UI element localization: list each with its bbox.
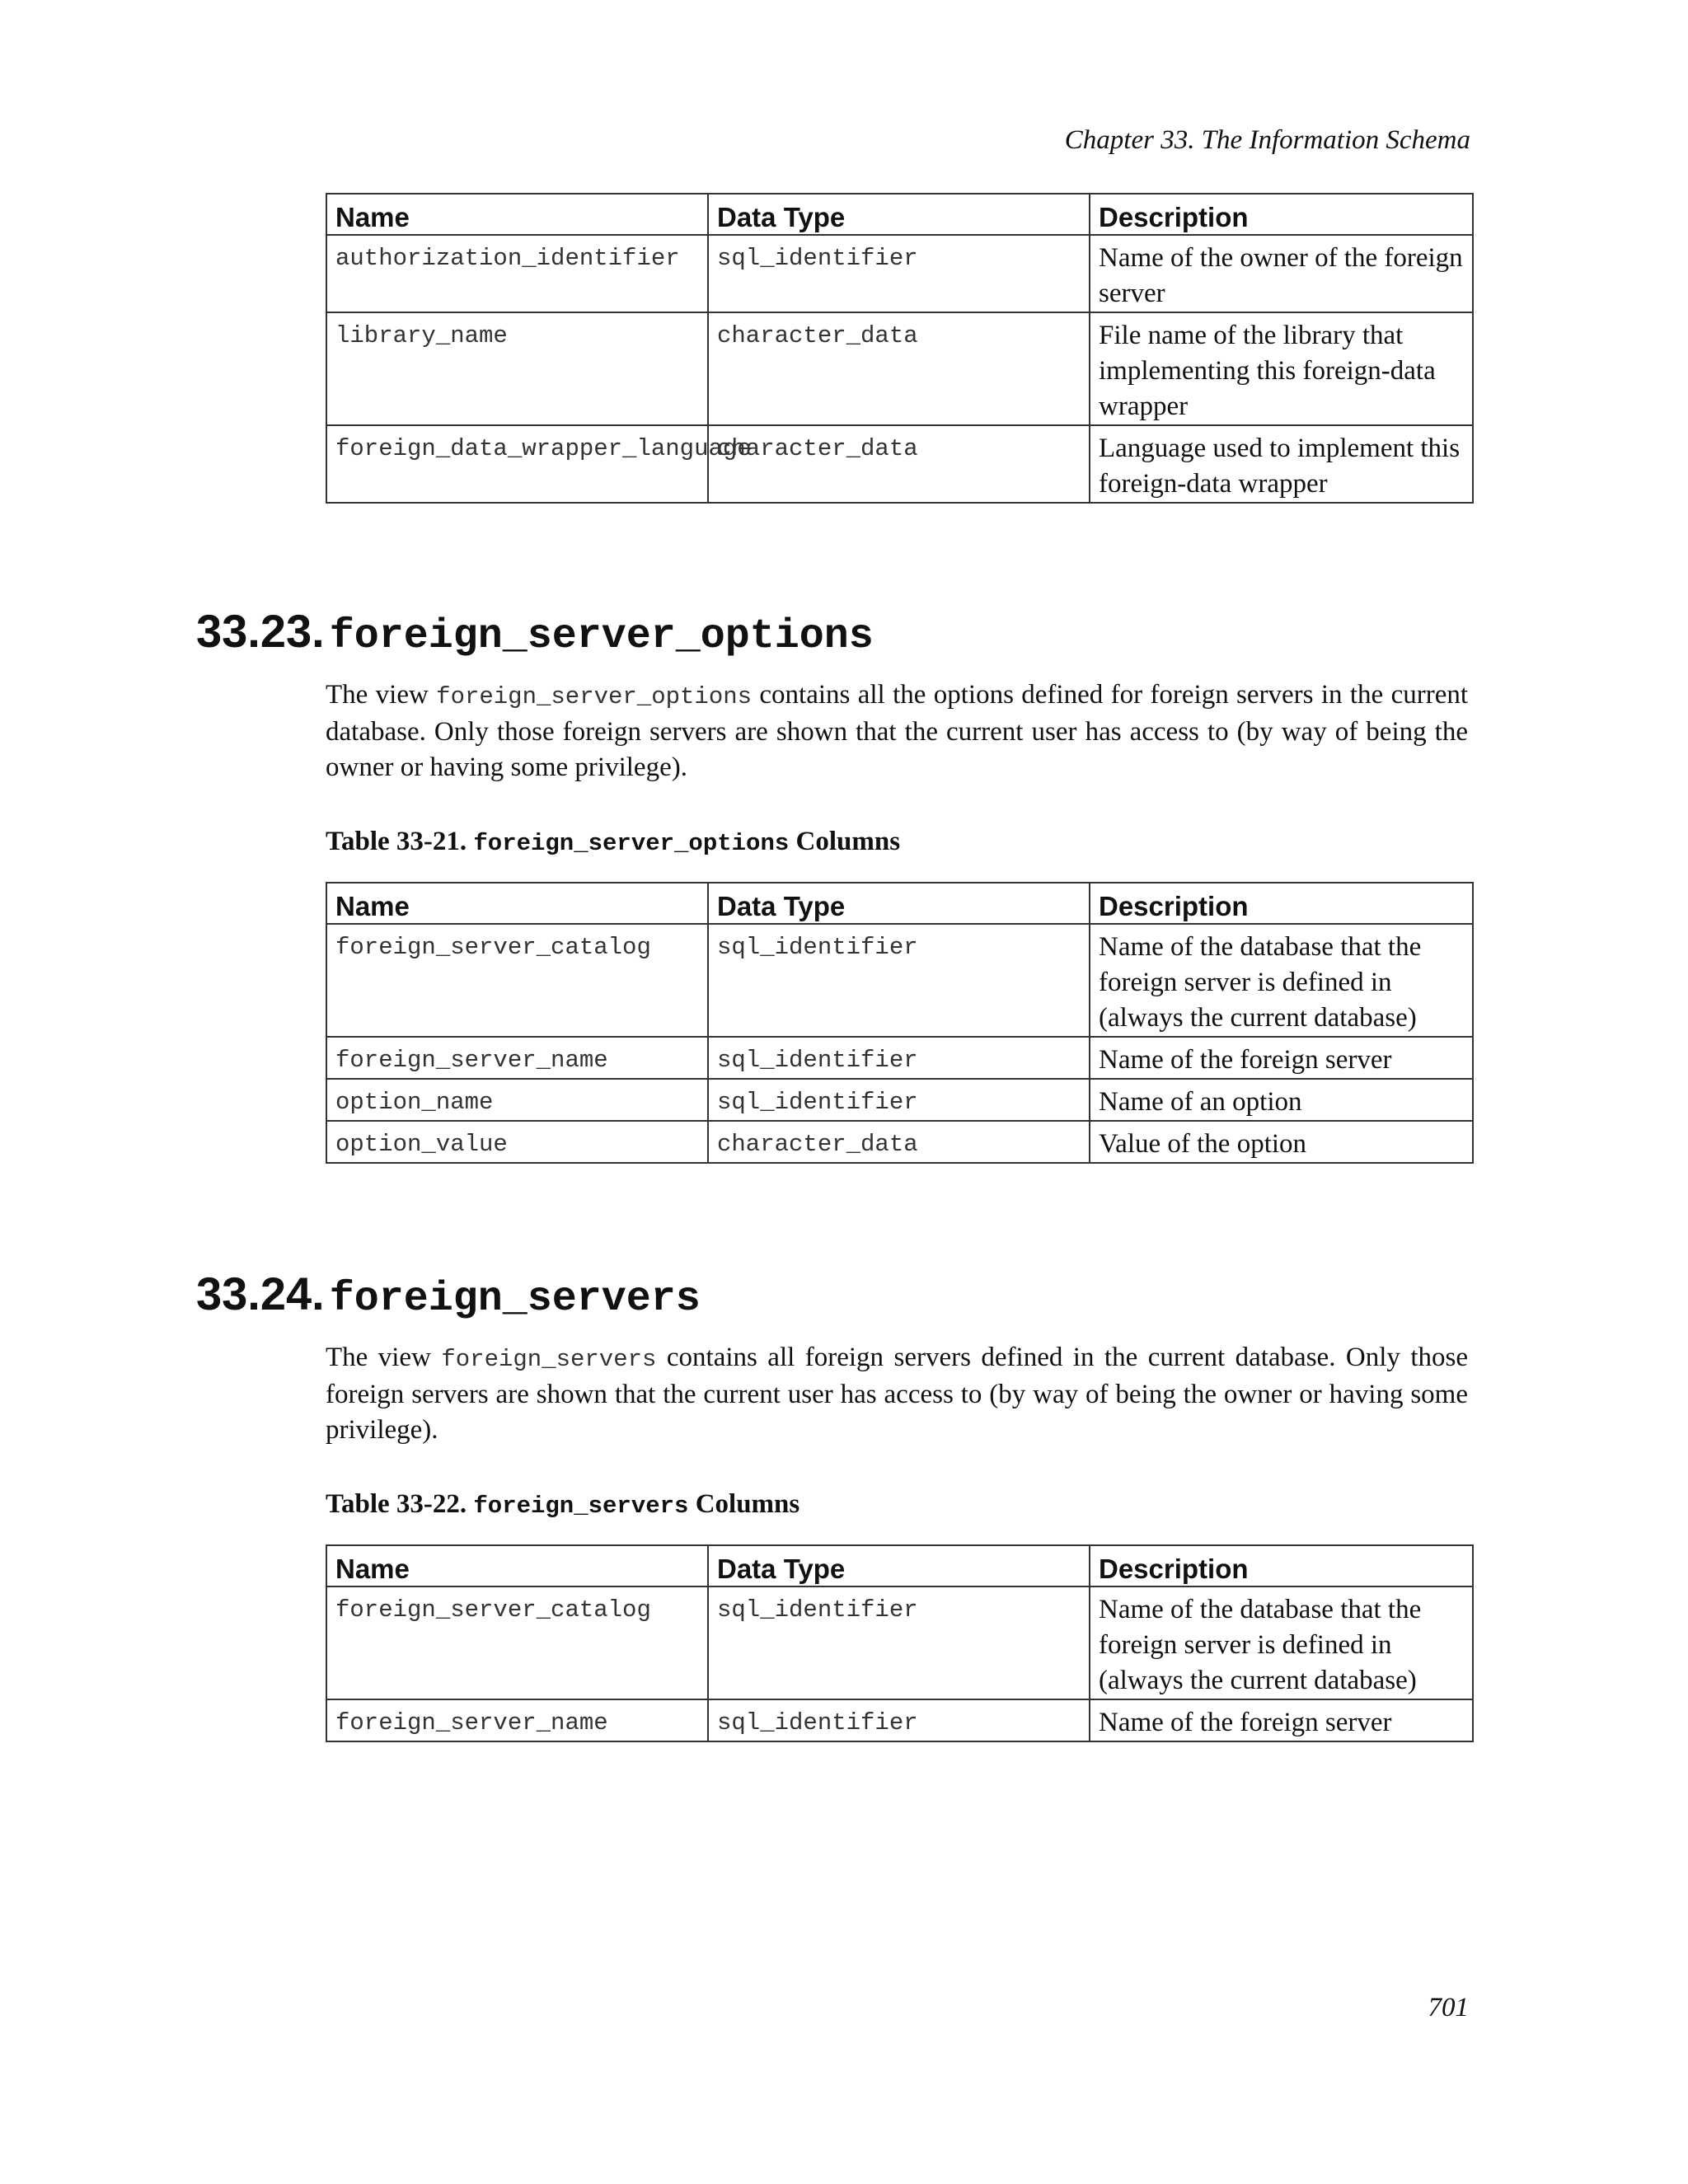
para-text-before: The view xyxy=(326,1343,442,1372)
cell-name: option_name xyxy=(326,1079,708,1121)
cell-name: foreign_server_name xyxy=(326,1699,708,1741)
section-name: foreign_servers xyxy=(329,1276,701,1323)
column-header-name: Name xyxy=(326,1545,708,1586)
table-header-row xyxy=(326,1545,1473,1586)
cell-data-type: character_data xyxy=(708,312,1090,425)
section-name: foreign_server_options xyxy=(329,613,874,660)
section-paragraph xyxy=(326,1340,1468,1448)
table-caption xyxy=(326,1489,799,1520)
table-row xyxy=(326,425,1473,503)
cell-name: option_value xyxy=(326,1121,708,1163)
columns-table-continued xyxy=(326,193,1474,504)
cell-description: Name of the foreign server xyxy=(1090,1037,1473,1079)
cell-data-type: sql_identifier xyxy=(708,235,1090,312)
para-text-after: contains all the options defined for foreign servers in the current database. Only those foreign servers are shown that the current user has access to (by way of being the owner or having some privilege). xyxy=(326,680,1469,782)
table-header-row xyxy=(326,194,1473,235)
columns-table-33-21 xyxy=(326,882,1474,1164)
table-row xyxy=(326,1037,1473,1079)
cell-description: Language used to implement this foreign-data wrapper xyxy=(1090,425,1473,503)
cell-data-type: character_data xyxy=(708,425,1090,503)
caption-suffix: Columns xyxy=(789,827,901,856)
cell-data-type: sql_identifier xyxy=(708,1699,1090,1741)
cell-name: library_name xyxy=(326,312,708,425)
column-header-name: Name xyxy=(326,883,708,924)
cell-data-type: character_data xyxy=(708,1121,1090,1163)
table-row xyxy=(326,1586,1473,1699)
column-header-data-type: Data Type xyxy=(708,1545,1090,1586)
table-row xyxy=(326,924,1473,1037)
caption-code: foreign_server_options xyxy=(473,830,790,857)
para-text-after: contains all foreign servers defined in the current database. Only those foreign servers are shown that the current user has access to (by way of being the owner or having some privilege). xyxy=(326,1343,1469,1445)
section-heading-33-24 xyxy=(196,1267,701,1323)
table-header-row xyxy=(326,883,1473,924)
running-header: Chapter 33. The Information Schema xyxy=(1064,125,1470,155)
cell-data-type: sql_identifier xyxy=(708,924,1090,1037)
caption-suffix: Columns xyxy=(688,1489,800,1519)
cell-description: Value of the option xyxy=(1090,1121,1473,1163)
table-row xyxy=(326,1079,1473,1121)
section-heading-33-23 xyxy=(196,604,874,660)
cell-data-type: sql_identifier xyxy=(708,1586,1090,1699)
cell-description: File name of the library that implementing this foreign-data wrapper xyxy=(1090,312,1473,425)
cell-description: Name of the database that the foreign server is defined in (always the current database) xyxy=(1090,924,1473,1037)
page-number: 701 xyxy=(1428,1993,1469,2022)
para-code: foreign_servers xyxy=(441,1346,657,1373)
table-row xyxy=(326,312,1473,425)
column-header-description: Description xyxy=(1090,1545,1473,1586)
section-number: 33.23. xyxy=(196,605,325,657)
cell-description: Name of the foreign server xyxy=(1090,1699,1473,1741)
cell-name: foreign_server_name xyxy=(326,1037,708,1079)
caption-prefix: Table 33-22. xyxy=(326,1489,474,1519)
table-row xyxy=(326,235,1473,312)
column-header-description: Description xyxy=(1090,883,1473,924)
cell-name: foreign_data_wrapper_language xyxy=(326,425,708,503)
cell-description: Name of an option xyxy=(1090,1079,1473,1121)
cell-data-type: sql_identifier xyxy=(708,1079,1090,1121)
column-header-data-type: Data Type xyxy=(708,194,1090,235)
cell-description: Name of the database that the foreign server is defined in (always the current database) xyxy=(1090,1586,1473,1699)
column-header-data-type: Data Type xyxy=(708,883,1090,924)
column-header-name: Name xyxy=(326,194,708,235)
caption-code: foreign_servers xyxy=(473,1493,689,1520)
table-caption xyxy=(326,827,900,857)
cell-description: Name of the owner of the foreign server xyxy=(1090,235,1473,312)
cell-name: foreign_server_catalog xyxy=(326,924,708,1037)
para-code: foreign_server_options xyxy=(436,683,753,710)
cell-name: authorization_identifier xyxy=(326,235,708,312)
caption-prefix: Table 33-21. xyxy=(326,827,474,856)
para-text-before: The view xyxy=(326,680,437,710)
table-row xyxy=(326,1121,1473,1163)
cell-data-type: sql_identifier xyxy=(708,1037,1090,1079)
column-header-description: Description xyxy=(1090,194,1473,235)
section-number: 33.24. xyxy=(196,1268,325,1319)
table-row xyxy=(326,1699,1473,1741)
columns-table-33-22 xyxy=(326,1544,1474,1742)
cell-name: foreign_server_catalog xyxy=(326,1586,708,1699)
section-paragraph xyxy=(326,677,1468,785)
